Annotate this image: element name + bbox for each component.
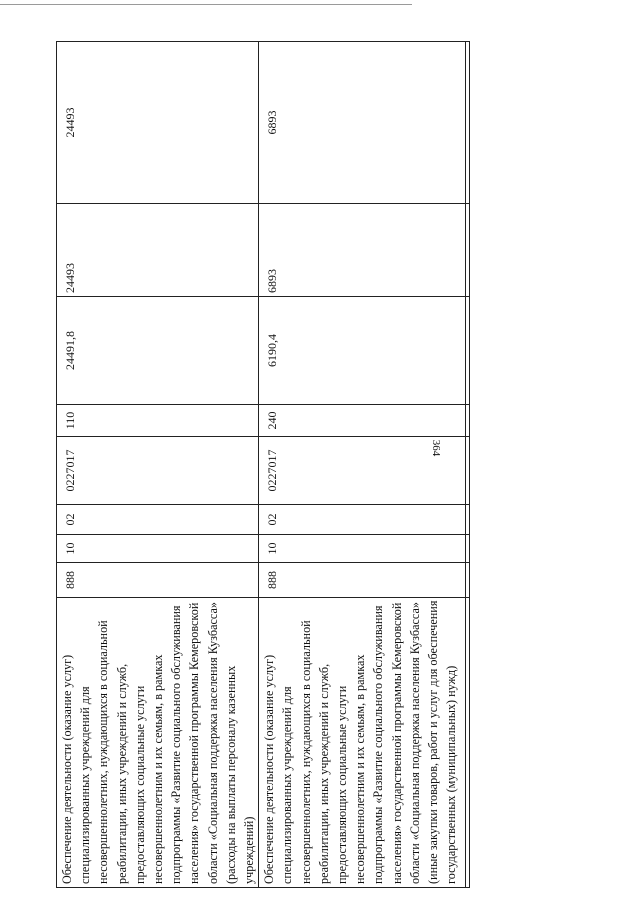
section-code: 10 <box>57 535 259 563</box>
target-article-code: 0227017 <box>57 437 259 505</box>
amount-2: 24493 <box>57 204 259 297</box>
row-description: Обеспечение деятельности (оказание услуг) специализированных учреждений для несовершеннолетних, нуждающихся в социальной реабилитации, иных учреждений и служб, предоставляющих социальные услуги несовершеннолетним и их семьям, в рамках подпрограммы «Развитие социального обслуживания населения» государственной программы Кемеровской области «Социальная поддержка населения Кузбасса» (иные закупки товаров, работ и услуг для обеспечения государственных (муниципальных) нужд) <box>259 598 470 888</box>
scan-top-rule <box>0 4 412 5</box>
table-row <box>259 42 470 888</box>
subsection-code: 02 <box>259 505 470 535</box>
amount-1: 6190,4 <box>259 297 470 405</box>
budget-table-sheet <box>56 42 466 888</box>
ministry-code: 888 <box>57 563 259 598</box>
expense-type-code: 240 <box>259 405 470 437</box>
rotated-table-container <box>56 42 465 888</box>
expense-type-code: 110 <box>57 405 259 437</box>
ministry-code: 888 <box>259 563 470 598</box>
amount-3: 24493 <box>57 42 259 204</box>
table-row <box>57 42 259 888</box>
amount-1: 24491,8 <box>57 297 259 405</box>
budget-table <box>56 41 470 888</box>
amount-2: 6893 <box>259 204 470 297</box>
row-description: Обеспечение деятельности (оказание услуг) специализированных учреждений для несовершеннолетних, нуждающихся в социальной реабилитации, иных учреждений и служб, предоставляющих социальные услуги несовершеннолетним и их семьям, в рамках подпрограммы «Развитие социального обслуживания населения» государственной программы Кемеровской области «Социальная поддержка населения Кузбасса» (расходы на выплаты персоналу казенных учреждений) <box>57 598 259 888</box>
subsection-code: 02 <box>57 505 259 535</box>
amount-3: 6893 <box>259 42 470 204</box>
section-code: 10 <box>259 535 470 563</box>
target-article-code: 0227017 <box>259 437 470 505</box>
page-number: 364 <box>430 439 442 457</box>
